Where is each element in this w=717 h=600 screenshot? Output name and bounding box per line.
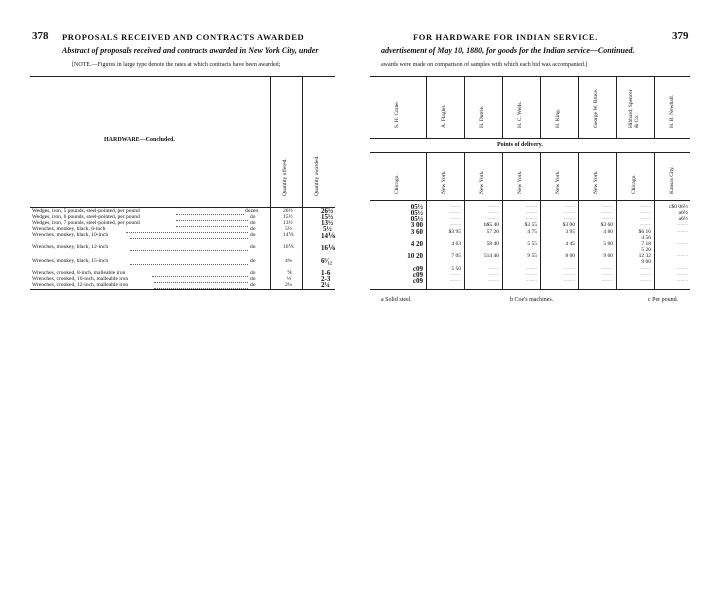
bid-cell: ......... [525,272,537,277]
bid-cell: ......... [487,266,499,271]
bid-cell: 5 60 [603,241,613,247]
bid-cell: 5 20 [641,247,651,253]
bid-cell: $3 95 [448,229,461,235]
delivery-city: New York. [479,170,485,194]
row-unit: do [250,220,256,226]
bid-cell: 4 75 [527,229,537,235]
bid-cell: ......... [487,210,499,215]
bid-cell: 05½ [410,209,423,217]
bid-cell: 7 05 [451,253,461,259]
row-awarded: 5½ [323,225,332,233]
points-of-delivery: Points of delivery. [497,142,543,148]
bid-cell: $3 60 [600,222,613,228]
col-quantity-offered: Quantity offered. [282,158,288,196]
bid-cell: $3 00 [562,222,575,228]
bid-cell: $3 55 [524,222,537,228]
row-item: Wrenches, monkey, black, 6-inch [32,226,106,232]
row-awarded: 26½ [321,207,334,215]
bid-cell: ......... [676,266,688,271]
row-item: Wrenches, crooked, 8-inch, malleable iron [32,270,126,276]
row-offered: 14⅙ [283,232,294,238]
bidder-name: H. C. Wells. [517,101,523,128]
bid-cell: ......... [676,229,688,234]
row-offered: 4¾ [285,258,292,264]
bid-cell: ......... [601,272,613,277]
row-offered: 2¼ [285,282,292,288]
bid-cell: ......... [449,216,461,221]
bid-cell: ......... [525,266,537,271]
bid-cell: $6 16 [638,229,651,235]
bid-cell: 4 56 [641,235,651,241]
row-awarded: 1-6 [321,269,331,277]
bid-cell: 8 00 [565,253,575,259]
bid-cell: ......... [449,272,461,277]
bid-cell: ......... [676,272,688,277]
bid-cell: ......... [487,204,499,209]
row-offered: 5½ [285,226,292,232]
bidder-name: H. Durrie. [479,105,485,128]
bid-cell: 3 00 [410,221,423,229]
bid-cell: ......... [563,266,575,271]
bid-cell: ......... [639,222,651,227]
bidder-name: A. Flagler. [441,104,447,128]
row-unit: do [250,270,256,276]
bid-cell: ......... [639,272,651,277]
bid-cell: ......... [676,253,688,258]
bid-cell: ......... [525,216,537,221]
bid-cell: 58 40 [486,241,499,247]
row-unit: dozen [245,208,259,214]
left-subtitle: Abstract of proposals received and contracts awarded in New York City, under [62,46,319,55]
bid-cell: 9 55 [527,253,537,259]
bid-cell: ......... [563,278,575,283]
bid-cell: 05½ [410,215,423,223]
row-unit: do [250,232,256,238]
bid-cell: 57 20 [486,229,499,235]
bid-cell: 4 45 [565,241,575,247]
bid-cell: 5 55 [527,241,537,247]
bid-cell: 4 20 [410,240,423,248]
row-item: Wrenches, crooked, 10-inch, malleable iron [32,276,129,282]
bid-cell: 9 60 [603,253,613,259]
bid-cell: 7 18 [641,241,651,247]
row-unit: do [250,226,256,232]
bid-cell: 05½ [410,203,423,211]
bid-cell: ......... [601,204,613,209]
bid-cell: 4 63 [451,241,461,247]
row-offered: ⅓ [287,276,292,282]
row-offered: 13½ [283,220,293,226]
bid-cell: 4 80 [603,229,613,235]
right-running-head: FOR HARDWARE FOR INDIAN SERVICE. [413,32,598,42]
right-subtitle: advertisement of May 10, 1880, for goods for the Indian service—Continued. [381,46,635,55]
bid-cell: ......... [449,210,461,215]
row-unit: do [250,244,256,250]
bid-cell: ......... [676,222,688,227]
row-awarded: 2¼ [321,281,330,289]
bid-cell: ......... [601,216,613,221]
bid-cell: a6½ [678,210,688,216]
row-awarded: 6⁵⁄₁₂ [321,257,332,265]
bid-cell: ......... [449,222,461,227]
row-awarded: 16⅙ [321,244,336,252]
bid-cell: ......... [639,266,651,271]
bid-cell: ......... [676,241,688,246]
bid-cell: ......... [639,210,651,215]
bid-cell: 5 50 [451,266,461,272]
delivery-city: Chicago. [631,174,637,194]
bid-cell: ......... [676,278,688,283]
row-item: Wrenches, monkey, black, 15-inch [32,258,109,264]
left-page-number: 378 [32,30,49,42]
delivery-city: New York. [593,170,599,194]
delivery-city: Chicago. [394,174,400,194]
bid-cell: ......... [563,272,575,277]
bidder-name: Hibbard, Spencer & Co. [628,89,640,128]
bid-cell: ......... [449,204,461,209]
row-offered: 15½ [283,214,293,220]
left-note: [NOTE.—Figures in large type denote the rates at which contracts have been awarded; [72,62,281,68]
row-awarded: 14⅙ [321,232,336,240]
footnote: a Solid steel. [381,297,412,303]
row-item: Wrenches, crooked, 12-inch, malleable iron [32,282,129,288]
bidder-name: H. King. [555,108,561,128]
row-unit: do [250,282,256,288]
row-awarded: 15½ [321,213,334,221]
bid-cell: 3 95 [565,229,575,235]
row-item: Wedges, iron, 7 pounds, steel-pointed, per pound [32,220,140,226]
bid-cell: ......... [563,210,575,215]
right-page-number: 379 [672,30,689,42]
delivery-city: New York. [555,170,561,194]
delivery-city: Kansas City. [669,166,675,194]
row-awarded: 13½ [321,219,334,227]
bid-cell: ......... [487,278,499,283]
bid-cell: c09 [412,271,423,279]
bid-cell: ......... [449,278,461,283]
bid-cell: ......... [639,204,651,209]
row-awarded: 2-3 [321,275,331,283]
bid-cell: b$5 40 [483,222,499,228]
bid-cell: ......... [563,204,575,209]
row-unit: do [250,276,256,282]
section-heading: HARDWARE—Concluded. [104,137,175,143]
bid-cell: ......... [525,204,537,209]
bid-cell: ......... [639,216,651,221]
bidder-name: S. H. Crane. [394,100,400,128]
right-note: awards were made on comparison of samples with which each bid was accompanied.] [381,62,588,68]
row-offered: ⅙ [287,270,293,276]
row-item: Wedges, iron, 5 pounds, steel-pointed, per pound [32,208,140,214]
bid-cell: ......... [601,266,613,271]
delivery-city: New York. [441,170,447,194]
bid-cell: ......... [487,216,499,221]
row-item: Wrenches, monkey, black, 12-inch [32,244,109,250]
row-unit: do [250,258,256,264]
row-offered: 16⅙ [283,244,294,250]
bid-cell: ......... [601,210,613,215]
bid-cell: 3 60 [410,228,423,236]
row-offered: 26½ [283,208,293,214]
col-quantity-awarded: Quantity awarded. [314,155,320,196]
bid-cell: c09 [412,277,423,285]
row-unit: do [250,214,256,220]
bid-cell: ......... [563,216,575,221]
bid-cell: ......... [639,278,651,283]
bid-cell: ......... [525,210,537,215]
bid-cell: ......... [487,272,499,277]
row-item: Wrenches, monkey, black, 10-inch [32,232,109,238]
bid-cell: c$0 06½ [669,204,688,210]
footnote: c Per pound. [648,297,679,303]
bid-cell: c09 [412,265,423,273]
bid-cell: ......... [525,278,537,283]
bidder-name: George W. Bruce. [593,88,599,128]
bidder-name: H. B. Newhall. [669,94,675,128]
bid-cell: a6½ [678,216,688,222]
row-item: Wedges, iron, 6 pounds, steel-pointed, per pound [32,214,140,220]
bid-cell: ......... [601,278,613,283]
bid-cell: 10 20 [407,252,423,260]
left-running-head: PROPOSALS RECEIVED AND CONTRACTS AWARDED [62,32,305,42]
bid-cell: 12 32 [638,253,651,259]
footnote: b Coe's machines. [510,297,554,303]
bid-cell: 9 00 [641,259,651,265]
delivery-city: New York. [517,170,523,194]
bid-cell: 514 40 [483,253,499,259]
